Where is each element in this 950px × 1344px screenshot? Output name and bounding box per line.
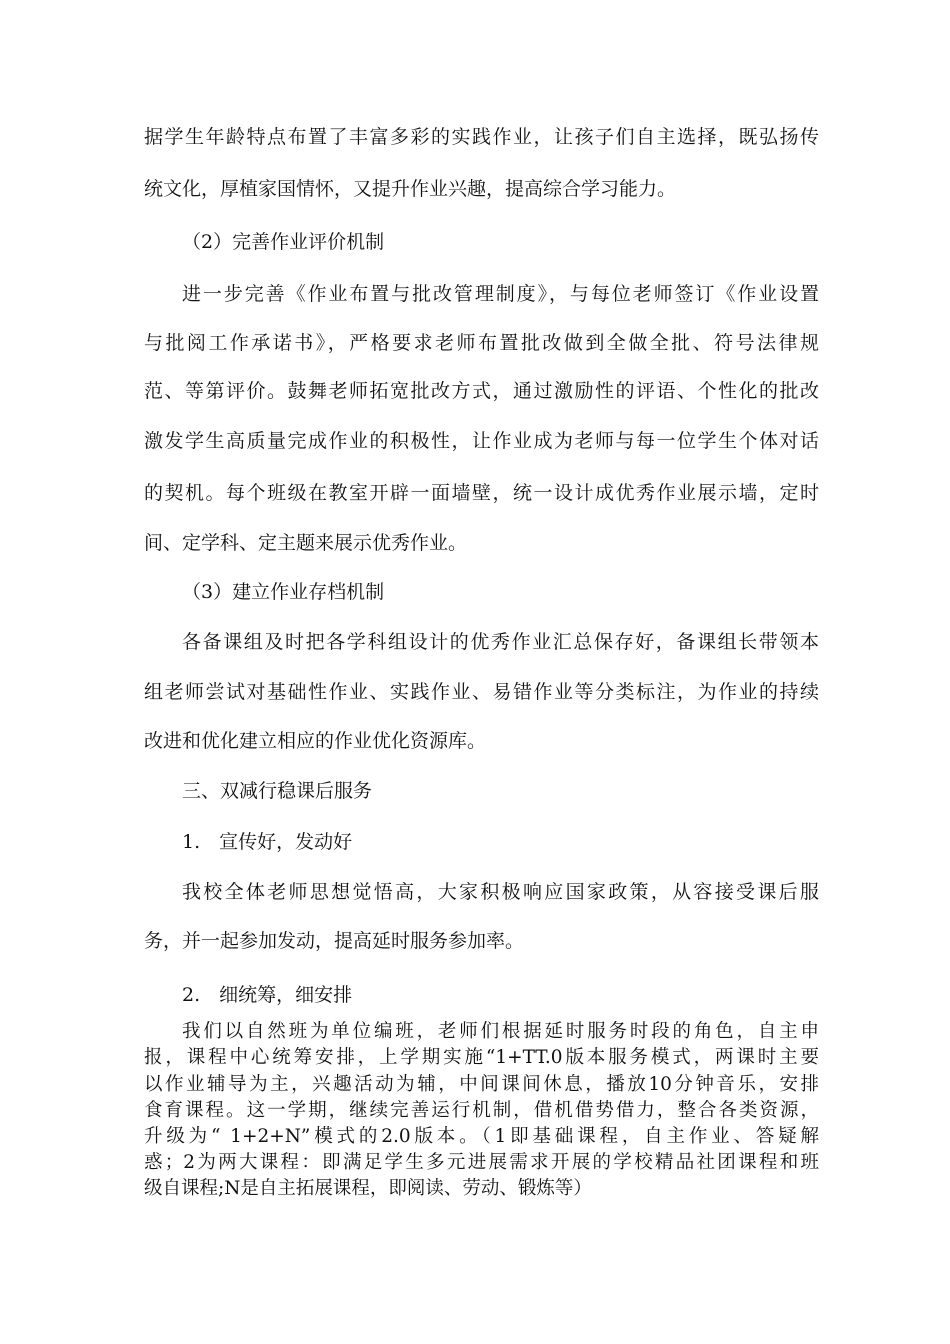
body-text-line: 范、等第评价。鼓舞老师拓宽批改方式，通过激励性的评语、个性化的批改 — [144, 380, 819, 402]
subsection-heading: （2）完善作业评价机制 — [182, 231, 385, 253]
body-text-line: 改进和优化建立相应的作业优化资源库。 — [144, 730, 487, 752]
body-text-line: 级自课程;N是自主拓展课程，即阅读、劳动、锻炼等） — [144, 1178, 592, 1199]
body-text-line: 据学生年龄特点布置了丰富多彩的实践作业，让孩子们自主选择，既弘扬传 — [144, 126, 819, 148]
section-heading: 三、双减行稳课后服务 — [182, 780, 373, 802]
body-text-line: 我们以自然班为单位编班，老师们根据延时服务时段的角色，自主申 — [182, 1021, 819, 1042]
body-text-line: 与批阅工作承诺书》，严格要求老师布置批改做到全做全批、符号法律规 — [144, 332, 819, 354]
body-text-line: 进一步完善《作业布置与批改管理制度》，与每位老师签订《作业设置 — [182, 283, 819, 305]
body-text-line: 报，课程中心统筹安排，上学期实施“1+TT.0版本服务模式，两课时主要 — [144, 1047, 819, 1068]
body-text-line: 统文化，厚植家国情怀，又提升作业兴趣，提高综合学习能力。 — [144, 178, 677, 200]
body-text-line: 务，并一起参加发动，提高延时服务参加率。 — [144, 930, 525, 952]
subsection-heading: 1. 宣传好，发动好 — [182, 831, 353, 853]
body-text-line: 组老师尝试对基础性作业、实践作业、易错作业等分类标注，为作业的持续 — [144, 681, 819, 703]
body-text-line: 升级为“ 1+2+N”模式的2.0版本。（1即基础课程，自主作业、答疑解 — [144, 1126, 819, 1147]
body-text-line: 激发学生高质量完成作业的积极性，让作业成为老师与每一位学生个体对话 — [144, 430, 819, 452]
body-text-line: 各备课组及时把各学科组设计的优秀作业汇总保存好，备课组长带领本 — [182, 631, 819, 653]
subsection-heading: （3）建立作业存档机制 — [182, 581, 385, 603]
body-text-line: 间、定学科、定主题来展示优秀作业。 — [144, 532, 468, 554]
body-text-line: 的契机。每个班级在教室开辟一面墙壁，统一设计成优秀作业展示墙，定时 — [144, 482, 819, 504]
body-text-line: 以作业辅导为主，兴趣活动为辅，中间课间休息，播放10分钟音乐，安排 — [144, 1074, 819, 1095]
body-text-line: 惑；2为两大课程：即满足学生多元进展需求开展的学校精品社团课程和班 — [144, 1152, 819, 1173]
body-text-line: 我校全体老师思想觉悟高，大家积极响应国家政策，从容接受课后服 — [182, 881, 819, 903]
subsection-heading: 2. 细统筹，细安排 — [182, 984, 353, 1006]
body-text-line: 食育课程。这一学期，继续完善运行机制，借机借势借力，整合各类资源， — [144, 1100, 819, 1121]
